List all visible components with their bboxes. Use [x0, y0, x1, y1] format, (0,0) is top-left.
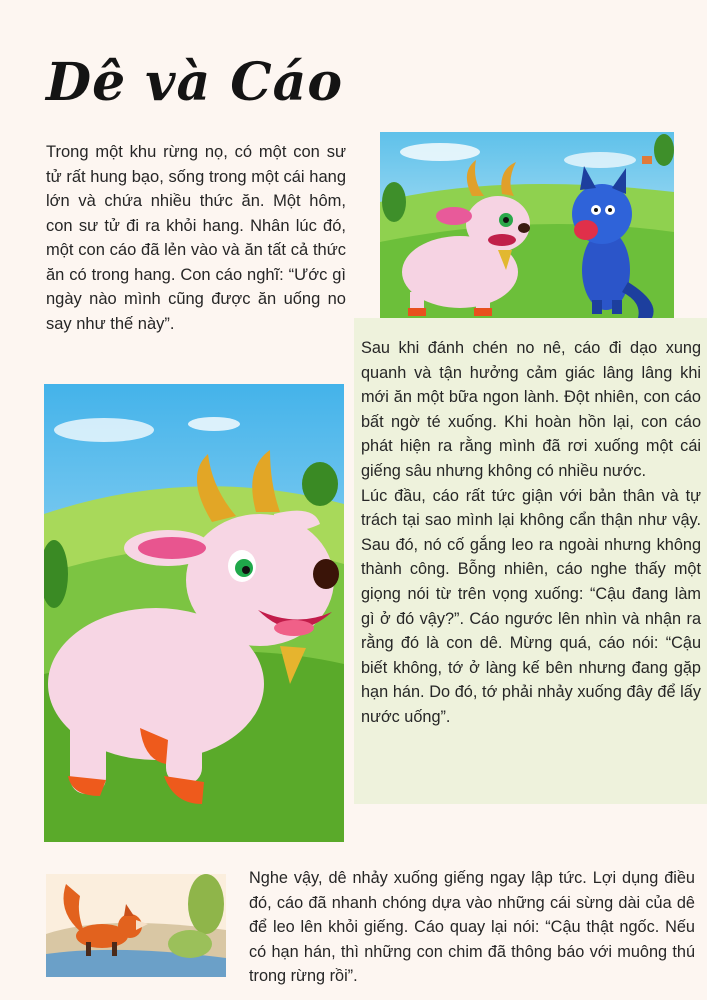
page-title: Dê và Cáo	[46, 52, 344, 113]
story-paragraph-1: Trong một khu rừng nọ, có một con sư tử rất hung bạo, sống trong một cái hang lớn và chứa nhiều thức ăn. Một hôm, con sư tử đi ra khỏi hang. Nhân lúc đó, một con cáo đã lẻn vào và ăn tất cả thức ăn có trong hang. Con cáo nghĩ: “Ước gì ngày nào mình cũng được ăn uống no say như thế này”.	[46, 143, 346, 333]
story-paragraph-3: Nghe vậy, dê nhảy xuống giếng ngay lập tức. Lợi dụng điều đó, cáo đã nhanh chóng dựa vào những cái sừng dài của dê để leo lên khỏi giếng. Cáo quay lại nói: “Cậu thật ngốc. Nếu có hạn hán, thì những con chim đã thông báo với muông thú trong rừng rồi”.	[249, 869, 695, 986]
story-paragraph-2: Sau khi đánh chén no nê, cáo đi dạo xung quanh và tận hưởng cảm giác lâng lâng khi mới ăn một bữa ngon lành. Đột nhiên, con cáo bất ngờ té xuống. Khi hoàn hồn lại, con cáo phát hiện ra rằng mình đã rơi xuống một cái giếng sâu nhưng không có nhiều nước. Lúc đầu, cáo rất tức giận với bản thân và tự trách tại sao mình lại không cẩn thận như vậy. Sau đó, nó cố gắng leo ra ngoài nhưng không thành công. Bỗng nhiên, cáo nghe thấy một giọng nói từ trên vọng xuống: “Cậu đang làm gì ở đó vậy?”. Cáo ngước lên nhìn và nhận ra rằng đó là con dê. Mừng quá, cáo nói: “Cậu biết không, tớ ở làng kế bên nhưng đang gặp hạn hán. Do đó, tớ phải nhảy xuống đây để lấy nước uống”.	[361, 339, 701, 726]
fox-illustration	[46, 874, 226, 977]
goat-illustration	[44, 384, 344, 842]
goat-and-wolf-illustration	[380, 132, 674, 318]
